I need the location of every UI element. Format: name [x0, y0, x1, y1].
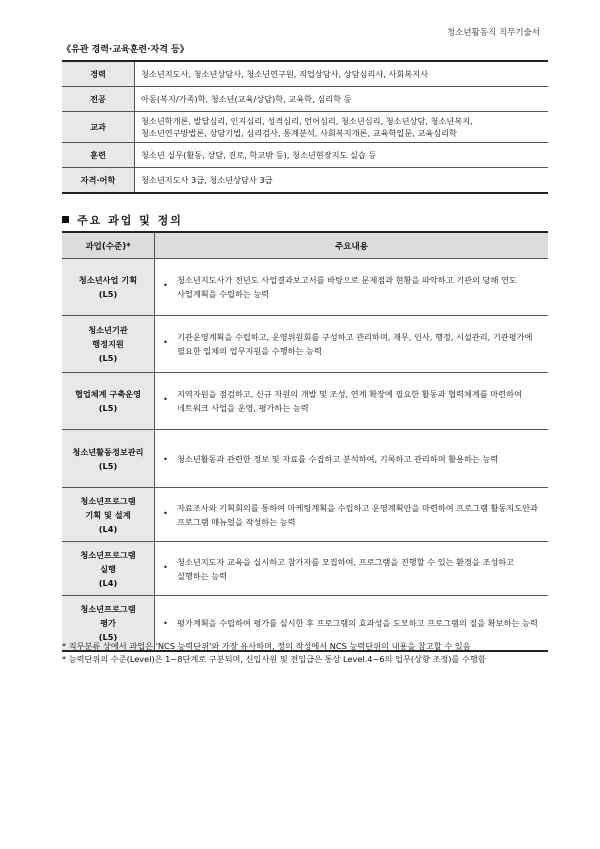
task-name-line: 청소년프로그램	[80, 495, 136, 506]
task-name-line: 청소년프로그램	[80, 549, 136, 560]
task-desc-line: 평가계획을 수립하여 평가를 실시한 후 프로그램의 효과성을 도모하고 프로그램의 질을 확보하는 능력	[177, 617, 538, 628]
task-name	[62, 373, 155, 430]
table-row	[62, 168, 548, 194]
task-name-line: 청소년프로그램	[80, 603, 136, 614]
column-header-task: 과업(수준)*	[62, 232, 155, 259]
task-level: (L5)	[98, 289, 118, 299]
row-label: 경력	[62, 61, 135, 87]
bullet-icon: •	[163, 617, 168, 628]
task-description	[155, 542, 549, 596]
row-value: 청소년지도사 3급, 청소년상담사 3급	[135, 168, 549, 194]
task-description	[155, 316, 549, 373]
task-description	[155, 488, 549, 542]
task-desc-line: 실행하는 능력	[177, 570, 228, 581]
table-row	[62, 430, 548, 488]
bullet-icon: •	[163, 561, 168, 572]
task-desc-line: 지역자원을 점검하고, 신규 자원의 개발 및 조성, 연계 확장에 필요한 활동과 협력체계를 마련하여	[177, 389, 522, 399]
row-value	[135, 112, 549, 143]
task-level: (L5)	[98, 403, 118, 413]
task-desc-line: 자료조사와 기획회의를 통하여 마케팅계획을 수립하고 운영계획안을 마련하여 프로그램 활동지도안과	[177, 502, 538, 513]
table-row	[62, 373, 548, 430]
duties-table	[62, 231, 548, 652]
row-value-line: 청소년연구방법론, 상담기법, 심리검사, 통계분석, 사회복지개론, 교육학입문, 교육심리학	[141, 128, 457, 138]
task-name-line: 평가	[100, 617, 116, 628]
task-level: (L5)	[98, 460, 118, 471]
row-label: 자격·어학	[62, 168, 135, 194]
task-description	[155, 430, 549, 488]
task-name-line: 청소년활동정보관리	[72, 446, 144, 457]
footnote: * 능력단위의 수준(Level)은 1~8단계로 구분되며, 신입사원 및 전입급은 통상 Level.4~6의 업무(상향 조정)를 수행함	[62, 654, 486, 664]
task-level: (L4)	[98, 523, 118, 534]
square-bullet-icon	[62, 216, 69, 223]
task-desc-line: 사업계획을 수립하는 능력	[177, 289, 270, 299]
duties-section-title	[62, 212, 183, 228]
table-row	[62, 87, 548, 112]
row-value-line: 청소년학개론, 발달심리, 인지심리, 성격심리, 언어심리, 청소년심리, 청소년상담, 청소년복지,	[141, 116, 473, 126]
task-desc-line: 청소년활동과 관련한 정보 및 자료를 수집하고 분석하여, 기록하고 관리하며 활용하는 능력	[177, 453, 499, 464]
row-label: 전공	[62, 87, 135, 112]
duties-title-text: 주요 과업 및 정의	[77, 214, 183, 227]
task-name-line: 행정지원	[92, 339, 124, 349]
row-value: 청소년 실무(활동, 상담, 진로, 학교밖 등), 청소년현장지도 실습 등	[135, 143, 549, 168]
task-description	[155, 373, 549, 430]
task-name	[62, 542, 155, 596]
row-value: 아동(복지/가족)학, 청소년(교육/상담)학, 교육학, 심리학 등	[135, 87, 549, 112]
table-row	[62, 316, 548, 373]
task-desc-line: 청소년지도사가 전년도 사업결과보고서를 바탕으로 문제점과 현황을 파악하고 기관의 당해 연도	[177, 275, 517, 285]
task-name	[62, 259, 155, 316]
row-label: 교과	[62, 112, 135, 143]
table-row	[62, 61, 548, 87]
table-header-row	[62, 232, 548, 259]
footnote: * 직무분류 상에서 과업은 'NCS 능력단위'와 가장 유사하며, 정의 작성에서 NCS 능력단위의 내용을 참고할 수 있음	[62, 641, 471, 651]
task-name	[62, 488, 155, 542]
qualifications-table	[62, 60, 548, 194]
task-desc-line: 청소년지도자 교육을 실시하고 참가자를 모집하여, 프로그램을 진행할 수 있는 환경을 조성하고	[177, 556, 515, 567]
task-desc-line: 기관운영계획을 수립하고, 운영위원회를 구성하고 관리하며, 재무, 인사, 행정, 시설관리, 기관평가에	[177, 332, 533, 342]
task-desc-line: 프로그램 매뉴얼을 작성하는 능력	[177, 516, 296, 527]
footnotes	[62, 640, 548, 666]
document-header: 청소년활동직 직무기술서	[446, 28, 540, 38]
task-description	[155, 259, 549, 316]
task-name	[62, 430, 155, 488]
table-row	[62, 488, 548, 542]
row-value: 청소년지도사, 청소년상담사, 청소년연구원, 직업상담사, 상담심리사, 사회복지사	[135, 61, 549, 87]
bullet-icon: •	[163, 394, 168, 404]
column-header-content: 주요내용	[155, 232, 549, 259]
bullet-icon: •	[163, 337, 168, 347]
table-row	[62, 112, 548, 143]
task-name-line: 협업체계 구축운영	[74, 389, 142, 399]
row-label: 훈련	[62, 143, 135, 168]
task-name-line: 청소년사업 기획	[78, 275, 138, 285]
bullet-icon: •	[163, 280, 168, 290]
task-level: (L4)	[98, 577, 118, 588]
bullet-icon: •	[163, 507, 168, 518]
task-desc-line: 필요한 일체의 업무지원을 수행하는 능력	[177, 346, 322, 356]
task-name-line: 청소년기관	[88, 325, 128, 335]
task-name-line: 실행	[100, 563, 116, 574]
task-desc-line: 네트워크 사업을 운영, 평가하는 능력	[177, 403, 309, 413]
table-row	[62, 143, 548, 168]
task-level: (L5)	[98, 353, 118, 363]
bullet-icon: •	[163, 453, 168, 464]
task-name	[62, 316, 155, 373]
task-level: (L5)	[98, 631, 118, 642]
table-row	[62, 259, 548, 316]
qualifications-title: 《유관 경력·교육훈련·자격 등》	[62, 45, 189, 55]
table-row	[62, 542, 548, 596]
task-name-line: 기획 및 설계	[85, 509, 131, 520]
